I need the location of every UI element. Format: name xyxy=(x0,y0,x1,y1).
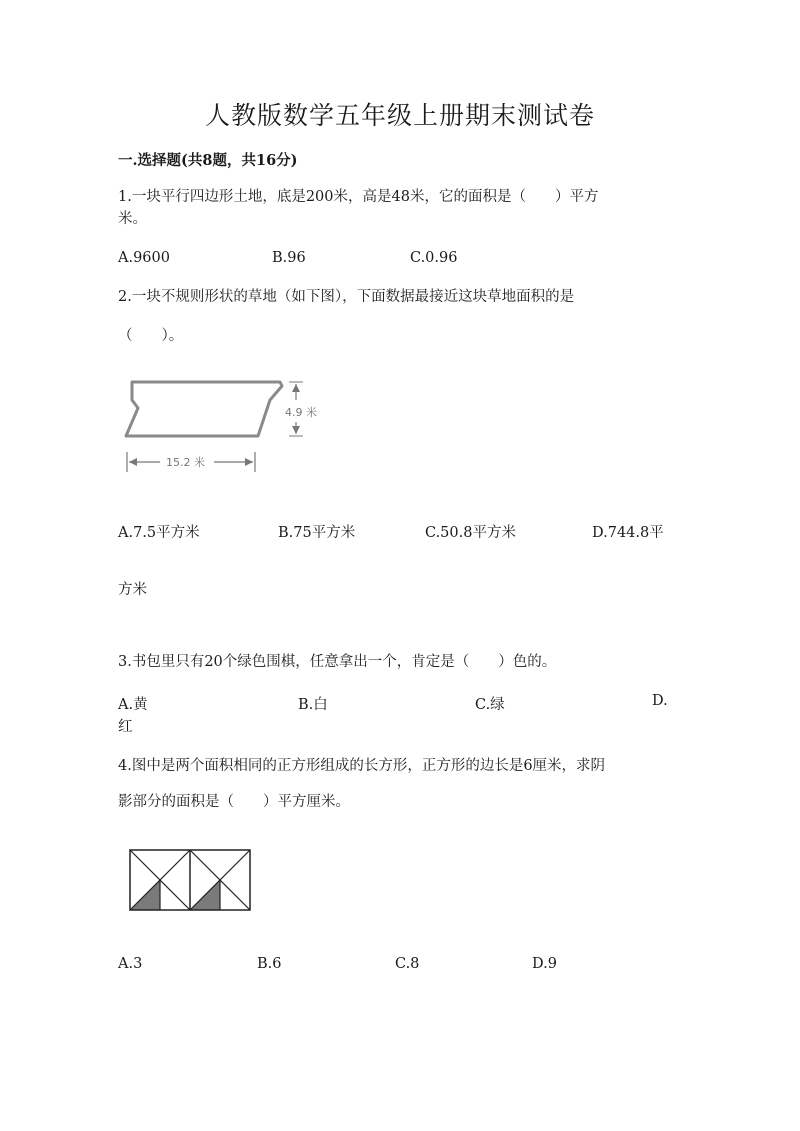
page-title: 人教版数学五年级上册期末测试卷 xyxy=(204,101,595,130)
base-label: 15.2 米 xyxy=(166,456,205,469)
question-2-option-d-wrap: 方米 xyxy=(118,582,147,598)
question-1-option-c: C.0.96 xyxy=(410,250,458,266)
question-4-text-line1: 4.图中是两个面积相同的正方形组成的长方形，正方形的边长是6厘米，求阴 xyxy=(118,758,606,774)
question-2-option-c: C.50.8平方米 xyxy=(425,525,516,541)
question-4-option-d: D.9 xyxy=(532,956,557,972)
question-1-option-b: B.96 xyxy=(272,250,306,266)
question-4-option-c: C.8 xyxy=(395,956,420,972)
question-1-text-line2: 米。 xyxy=(118,211,147,227)
question-1-option-a: A.9600 xyxy=(118,250,170,266)
question-2-option-a: A.7.5平方米 xyxy=(118,525,200,541)
question-3-option-d-wrap: 红 xyxy=(118,719,133,735)
question-4-text-line2: 影部分的面积是（ ）平方厘米。 xyxy=(118,794,350,810)
question-2-option-b: B.75平方米 xyxy=(278,525,356,541)
question-3-option-c: C.绿 xyxy=(475,697,505,713)
question-3-text: 3.书包里只有20个绿色围棋，任意拿出一个，肯定是（ ）色的。 xyxy=(118,654,557,670)
question-1-text-line1: 1.一块平行四边形土地，底是200米，高是48米，它的面积是（ ）平方 xyxy=(118,189,599,205)
two-squares-figure xyxy=(128,848,254,914)
question-3-option-b: B.白 xyxy=(298,697,328,713)
question-3-option-d: D. xyxy=(652,693,668,709)
question-3-option-a: A.黄 xyxy=(118,697,148,713)
irregular-lawn-figure xyxy=(118,370,338,480)
question-4-option-b: B.6 xyxy=(257,956,282,972)
height-label: 4.9 米 xyxy=(285,406,317,419)
question-4-option-a: A.3 xyxy=(118,956,143,972)
section-heading: 一.选择题(共8题，共16分) xyxy=(118,152,298,169)
question-2-text-line2: （ ）。 xyxy=(118,328,184,344)
question-2-text-line1: 2.一块不规则形状的草地（如下图），下面数据最接近这块草地面积的是 xyxy=(118,289,575,305)
question-2-option-d: D.744.8平 xyxy=(592,525,664,541)
